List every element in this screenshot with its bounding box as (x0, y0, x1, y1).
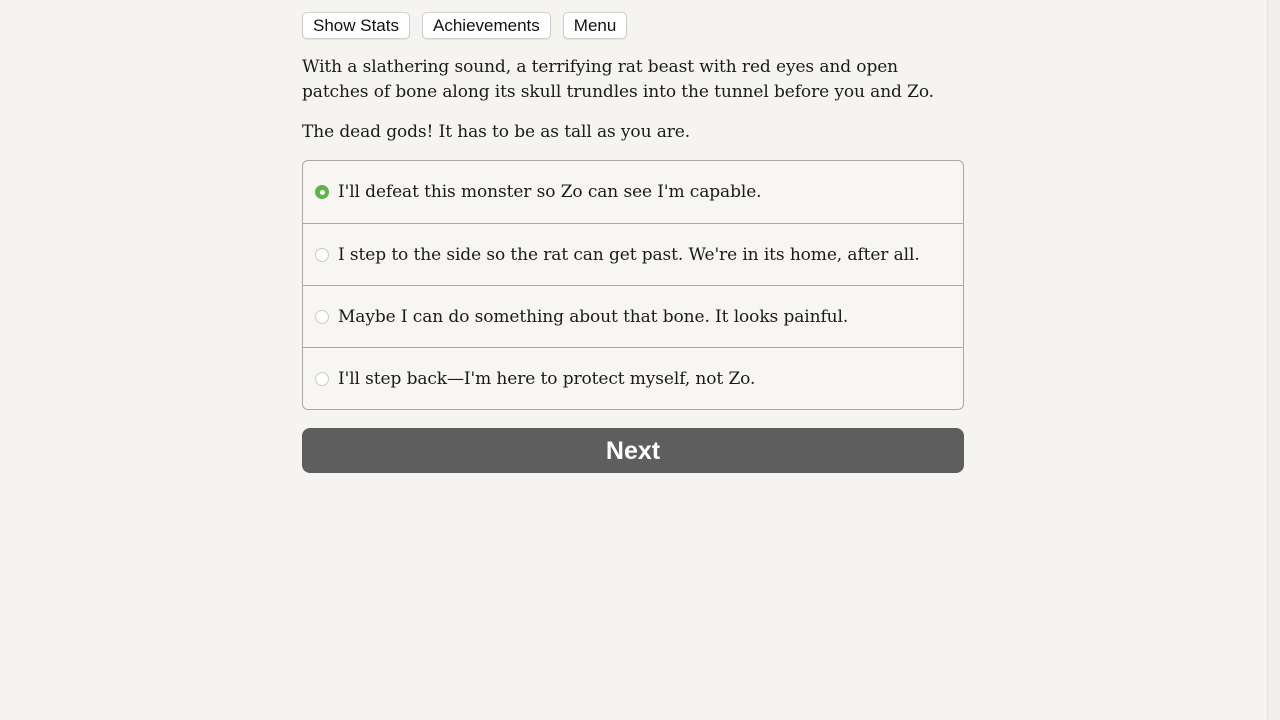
next-button[interactable]: Next (302, 428, 964, 473)
choice-option-3[interactable] (303, 285, 963, 347)
radio-unselected-icon[interactable] (315, 248, 329, 262)
choice-option-1[interactable] (303, 161, 963, 223)
radio-selected-icon[interactable] (315, 185, 329, 199)
choice-list (302, 160, 964, 410)
story-paragraph: The dead gods! It has to be as tall as you are. (302, 122, 691, 142)
story-text (302, 55, 964, 145)
achievements-button[interactable]: Achievements (422, 12, 551, 39)
choice-label: I'll defeat this monster so Zo can see I'm capable. (338, 182, 762, 202)
show-stats-button[interactable]: Show Stats (302, 12, 410, 39)
choice-label: I step to the side so the rat can get past. We're in its home, after all. (338, 244, 920, 265)
story-paragraph: With a slathering sound, a terrifying rat beast with red eyes and open patches of bone along its skull trundles into the tunnel before you and Zo. (302, 57, 934, 102)
radio-unselected-icon[interactable] (315, 372, 329, 386)
page-scrollbar[interactable] (1267, 0, 1280, 720)
choice-option-4[interactable] (303, 347, 963, 409)
choice-label: Maybe I can do something about that bone. It looks painful. (338, 306, 849, 327)
top-toolbar (302, 12, 964, 39)
game-container (302, 12, 964, 473)
menu-button[interactable]: Menu (563, 12, 628, 39)
choice-option-2[interactable] (303, 223, 963, 285)
radio-unselected-icon[interactable] (315, 310, 329, 324)
choice-label: I'll step back—I'm here to protect myself, not Zo. (338, 368, 756, 389)
